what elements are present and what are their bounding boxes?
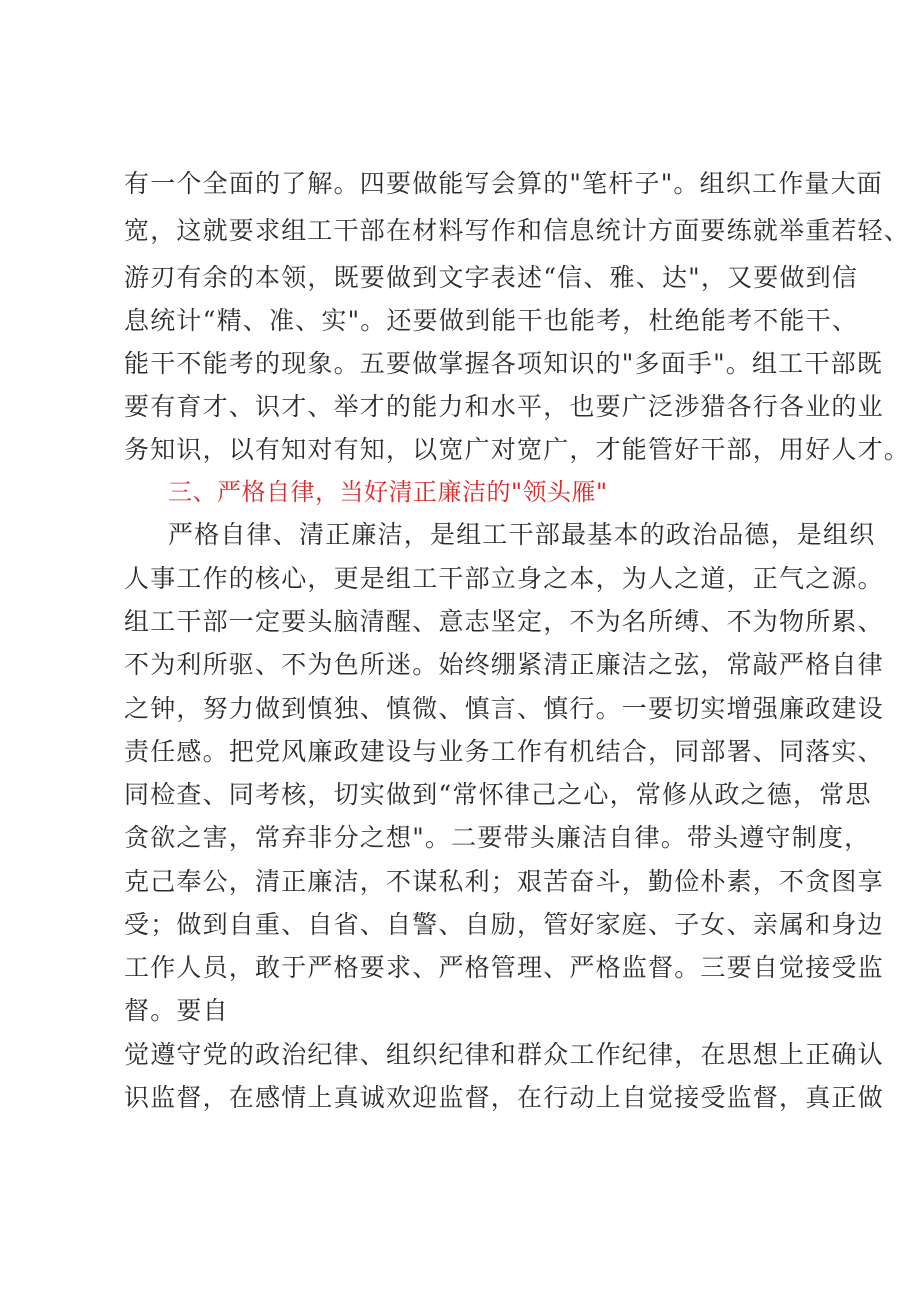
body-line-12: 之钟，努力做到慎独、慎微、慎言、慎行。一要切实增强廉政建设 <box>124 694 884 723</box>
body-line-15: 贪欲之害，常弃非分之想"。二要带头廉洁自律。带头遵守制度， <box>124 823 871 852</box>
body-line-2: 宽，这就要求组工干部在材料写作和信息统计方面要练就举重若轻、 <box>124 216 911 245</box>
body-line-19: 督。要自 <box>124 996 229 1025</box>
body-line-7: 务知识，以有知对有知，以宽广对宽广，才能管好干部，用好人才。 <box>124 435 911 464</box>
body-line-9: 人事工作的核心，更是组工干部立身之本，为人之道，正气之源。 <box>124 564 884 593</box>
body-line-10: 组工干部一定要头脑清醒、意志坚定，不为名所缚、不为物所累、 <box>124 607 884 636</box>
body-line-3: 游刃有余的本领，既要做到文字表述“信、雅、达"，又要做到信 <box>124 263 859 292</box>
body-line-16: 克己奉公，清正廉洁，不谋私利；艰苦奋斗，勤俭朴素，不贪图享 <box>124 867 884 896</box>
body-line-18: 工作人员，敢于严格要求、严格管理、严格监督。三要自觉接受监 <box>124 953 884 982</box>
body-line-17: 受；做到自重、自省、自警、自励，管好家庭、子女、亲属和身边 <box>124 910 884 939</box>
body-line-5: 能干不能考的现象。五要做掌握各项知识的"多面手"。组工干部既 <box>124 349 884 378</box>
body-line-21: 识监督，在感情上真诚欢迎监督，在行动上自觉接受监督，真正做 <box>124 1083 884 1112</box>
section-heading: 三、严格自律，当好清正廉洁的"领头雁" <box>168 478 608 506</box>
body-line-20: 觉遵守党的政治纪律、组织纪律和群众工作纪律，在思想上正确认 <box>124 1040 884 1069</box>
body-line-11: 不为利所驱、不为色所迷。始终绷紧清正廉洁之弦，常敲严格自律 <box>124 650 884 679</box>
body-line-4: 息统计“精、准、实"。还要做到能干也能考，杜绝能考不能干、 <box>124 306 859 335</box>
body-line-13: 责任感。把党风廉政建设与业务工作有机结合，同部署、同落实、 <box>124 737 884 766</box>
body-line-14: 同检查、同考核，切实做到“常怀律己之心，常修从政之德，常思 <box>124 780 872 809</box>
body-line-1: 有一个全面的了解。四要做能写会算的"笔杆子"。组织工作量大面 <box>124 169 884 198</box>
body-line-8: 严格自律、清正廉洁，是组工干部最基本的政治品德，是组织 <box>168 520 876 549</box>
body-line-6: 要有育才、识才、举才的能力和水平，也要广泛涉猎各行各业的业 <box>124 392 884 421</box>
